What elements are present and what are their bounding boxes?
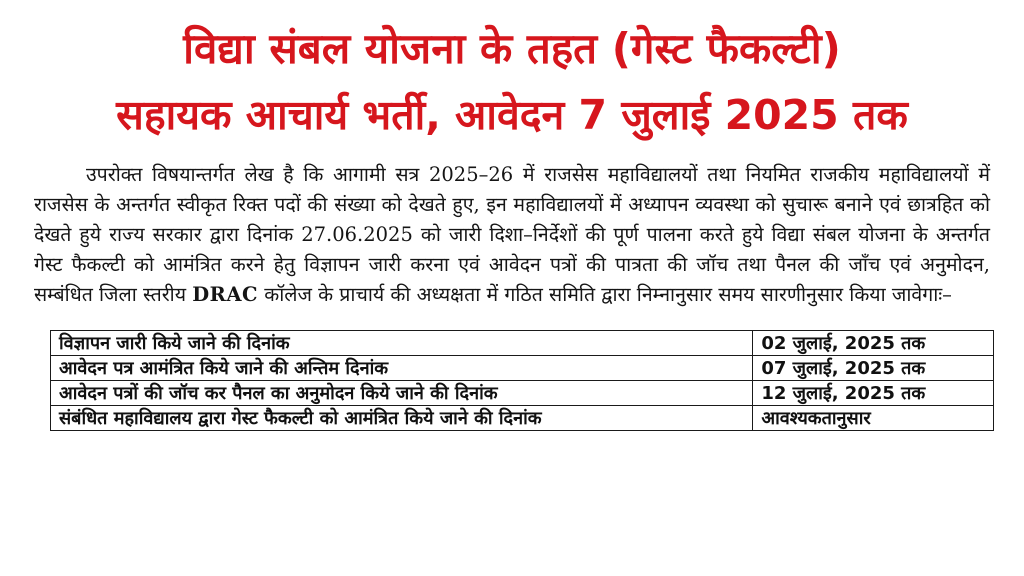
notice-paragraph: [34, 160, 990, 310]
schedule-value: 07 जुलाई, 2025 तक: [753, 355, 994, 380]
paragraph-part-1: उपरोक्त विषयान्तर्गत लेख है कि आगामी सत्र 2025–26 में राजसेस महाविद्यालयों तथा नियमित राजकीय महाविद्यालयों में राजसेस के अन्तर्गत स्वीकृत रिक्त पदों की संख्या को देखते हुए, इन महाविद्यालयों में अध्यापन व्यवस्था को सुचारू बनाने एवं छात्रहित को देखते हुये राज्य सरकार द्वारा दिनांक 27.06.2025 को जारी दिशा–निर्देशों की पूर्ण पालना करते हुये विद्या संबल योजना के अन्तर्गत गेस्ट फैकल्टी को आमंत्रित करने हेतु विज्ञापन जारी करना एवं आवेदन पत्रों की पात्रता की जॉच तथा पैनल की जाँच एवं अनुमोदन, सम्बंधित जिला स्तरीय: [34, 163, 990, 306]
schedule-table: [50, 330, 994, 431]
table-row: [51, 330, 994, 355]
schedule-value: 12 जुलाई, 2025 तक: [753, 380, 994, 405]
drac-term: DRAC: [192, 283, 259, 306]
schedule-label: आवेदन पत्र आमंत्रित किये जाने की अन्तिम दिनांक: [51, 355, 753, 380]
headline-line-2: सहायक आचार्य भर्ती, आवेदन 7 जुलाई 2025 तक: [116, 91, 908, 139]
paragraph-part-2: कॉलेज के प्राचार्य की अध्यक्षता में गठित समिति द्वारा निम्नानुसार समय सारणीनुसार किया जावेगाः–: [264, 283, 952, 306]
table-row: [51, 380, 994, 405]
headline-line-1: विद्या संबल योजना के तहत (गेस्ट फैकल्टी): [183, 24, 841, 73]
schedule-value: 02 जुलाई, 2025 तक: [753, 330, 994, 355]
table-row: [51, 355, 994, 380]
table-row: [51, 405, 994, 430]
schedule-value: आवश्यकतानुसार: [753, 405, 994, 430]
schedule-label: विज्ञापन जारी किये जाने की दिनांक: [51, 330, 753, 355]
schedule-label: आवेदन पत्रों की जॉच कर पैनल का अनुमोदन किये जाने की दिनांक: [51, 380, 753, 405]
schedule-label: संबंधित महाविद्यालय द्वारा गेस्ट फैकल्टी को आमंत्रित किये जाने की दिनांक: [51, 405, 753, 430]
